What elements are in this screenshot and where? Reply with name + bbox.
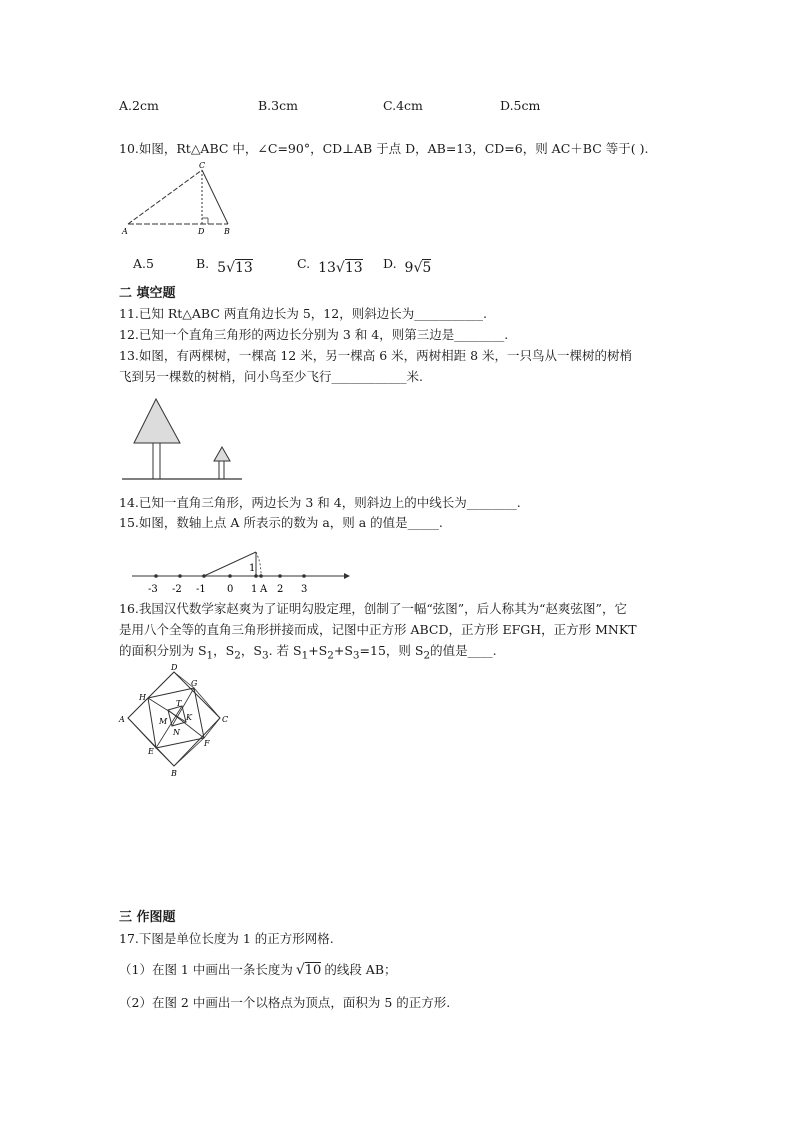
q16-text-part: 的值是____. [430,643,497,658]
q10-option-d-value [405,260,432,276]
q10-option-c-radicand: 13 [344,260,363,276]
q10-option-c-value [318,260,363,276]
q10-option-c-coef: 13 [318,260,336,276]
q17-part1 [119,961,397,980]
q16-text-part: 的面积分别为 S [119,643,207,658]
q10-question: 10.如图，Rt△ABC 中，∠C=90°，CD⊥AB 于点 D，AB=13，CD=6，则 AC＋BC 等于( ). [119,141,649,156]
q10-option-b-prefix: B. [196,256,210,271]
q17-part1-text: （1）在图 1 中画出一条长度为 [119,962,293,977]
q16-text-part: ，S [213,643,235,658]
q16-label-e: E [148,747,154,756]
q15-tick-label: -3 [148,584,158,595]
q15-tick-label: -1 [196,584,206,595]
q15-number-line-figure [128,538,352,596]
q16-label-g: G [191,679,198,688]
q16-subscript: 3 [261,649,269,662]
q15-tick-label: 0 [227,584,234,595]
q16-text-part: +S [333,643,353,658]
q16-text-part: ，S [240,643,262,658]
q10-option-d [383,256,432,276]
q16-label-m: M [159,717,168,726]
q12-question: 12.已知一个直角三角形的两边长分别为 3 和 4，则第三边是________. [119,327,509,342]
q16-label-t: T [176,699,182,708]
q10-label-b: B [224,227,230,236]
q16-zhao-shuang-figure [118,662,238,780]
q16-label-a: A [119,715,125,724]
q10-option-b-coef: 5 [217,260,227,276]
q13-question-line2: 飞到另一棵数的树梢，问小鸟至少飞行____________米. [119,369,423,384]
q17-part1-text: 的线段 AB； [324,962,397,977]
q16-label-h: H [139,693,146,702]
q10-option-c [297,256,363,276]
q15-tick-label: 1 [251,584,258,595]
sqrt-symbol: √ [226,260,235,276]
q16-label-n: N [173,728,180,737]
q16-label-c: C [222,715,229,724]
q13-question-line1: 13.如图，有两棵树，一棵高 12 米，另一棵高 6 米，两树相距 8 米，一只鸟从一棵树的树梢 [119,348,633,363]
q15-one-label: 1 [249,563,256,574]
q10-triangle-figure [118,158,248,238]
q16-subscript: 2 [423,649,431,662]
q10-label-d: D [198,227,205,236]
q11-question: 11.已知 Rt△ABC 两直角边长为 5，12，则斜边长为___________. [119,306,487,321]
q15-point-label: A [260,584,268,595]
q9-option-c: C.4cm [383,98,423,113]
section3-heading: 三 作图题 [119,910,176,925]
q10-option-b-radicand: 13 [235,260,253,276]
q16-question-line1: 16.我国汉代数学家赵爽为了证明勾股定理，创制了一幅“弦图”，后人称其为“赵爽弦图”，它 [119,601,627,616]
q16-subscript: 2 [234,649,241,662]
q10-option-b-value [217,260,253,276]
q9-option-a: A.2cm [119,98,159,113]
q16-text-part: . 若 S [268,643,302,658]
q10-option-d-coef: 9 [404,260,414,276]
q10-option-b [196,256,253,276]
q10-option-d-prefix: D. [383,256,397,271]
q15-tick-label: 2 [277,584,284,595]
q13-trees-figure [118,395,248,485]
q16-subscript: 1 [301,649,309,662]
q9-option-b: B.3cm [258,98,298,113]
q10-option-d-radicand: 5 [422,260,432,276]
q16-label-b: B [171,769,177,778]
q9-option-d: D.5cm [500,98,541,113]
q17-part1-radicand: 10 [304,963,322,978]
q17-intro: 17.下图是单位长度为 1 的正方形网格. [119,931,334,946]
q15-question: 15.如图，数轴上点 A 所表示的数为 a，则 a 的值是_____. [119,515,443,530]
q16-text-part: =15，则 S [359,643,424,658]
sqrt-symbol: √ [295,962,305,978]
q15-tick-label: -2 [172,584,182,595]
q16-subscript: 3 [352,649,360,662]
q16-subscript: 1 [206,649,214,662]
q17-part2: （2）在图 2 中画出一个以格点为顶点，面积为 5 的正方形. [119,995,451,1010]
q10-label-a: A [122,227,128,236]
q16-subscript: 2 [327,649,334,662]
q16-text-part: +S [308,643,328,658]
q16-label-d: D [171,663,178,672]
q10-option-a: A.5 [133,256,154,271]
q15-tick-label: 3 [301,584,308,595]
section2-heading: 二 填空题 [119,286,176,301]
q16-question-line2: 是用八个全等的直角三角形拼接而成，记图中正方形 ABCD，正方形 EFGH，正方形 MNKT [119,622,637,637]
q14-question: 14.已知一直角三角形，两边长为 3 和 4，则斜边上的中线长为________. [119,495,521,510]
q16-label-f: F [204,739,210,748]
sqrt-symbol: √ [335,260,345,276]
q10-option-c-prefix: C. [297,256,311,271]
q10-label-c: C [199,161,206,170]
q16-label-k: K [186,713,192,722]
sqrt-symbol: √ [413,260,423,276]
